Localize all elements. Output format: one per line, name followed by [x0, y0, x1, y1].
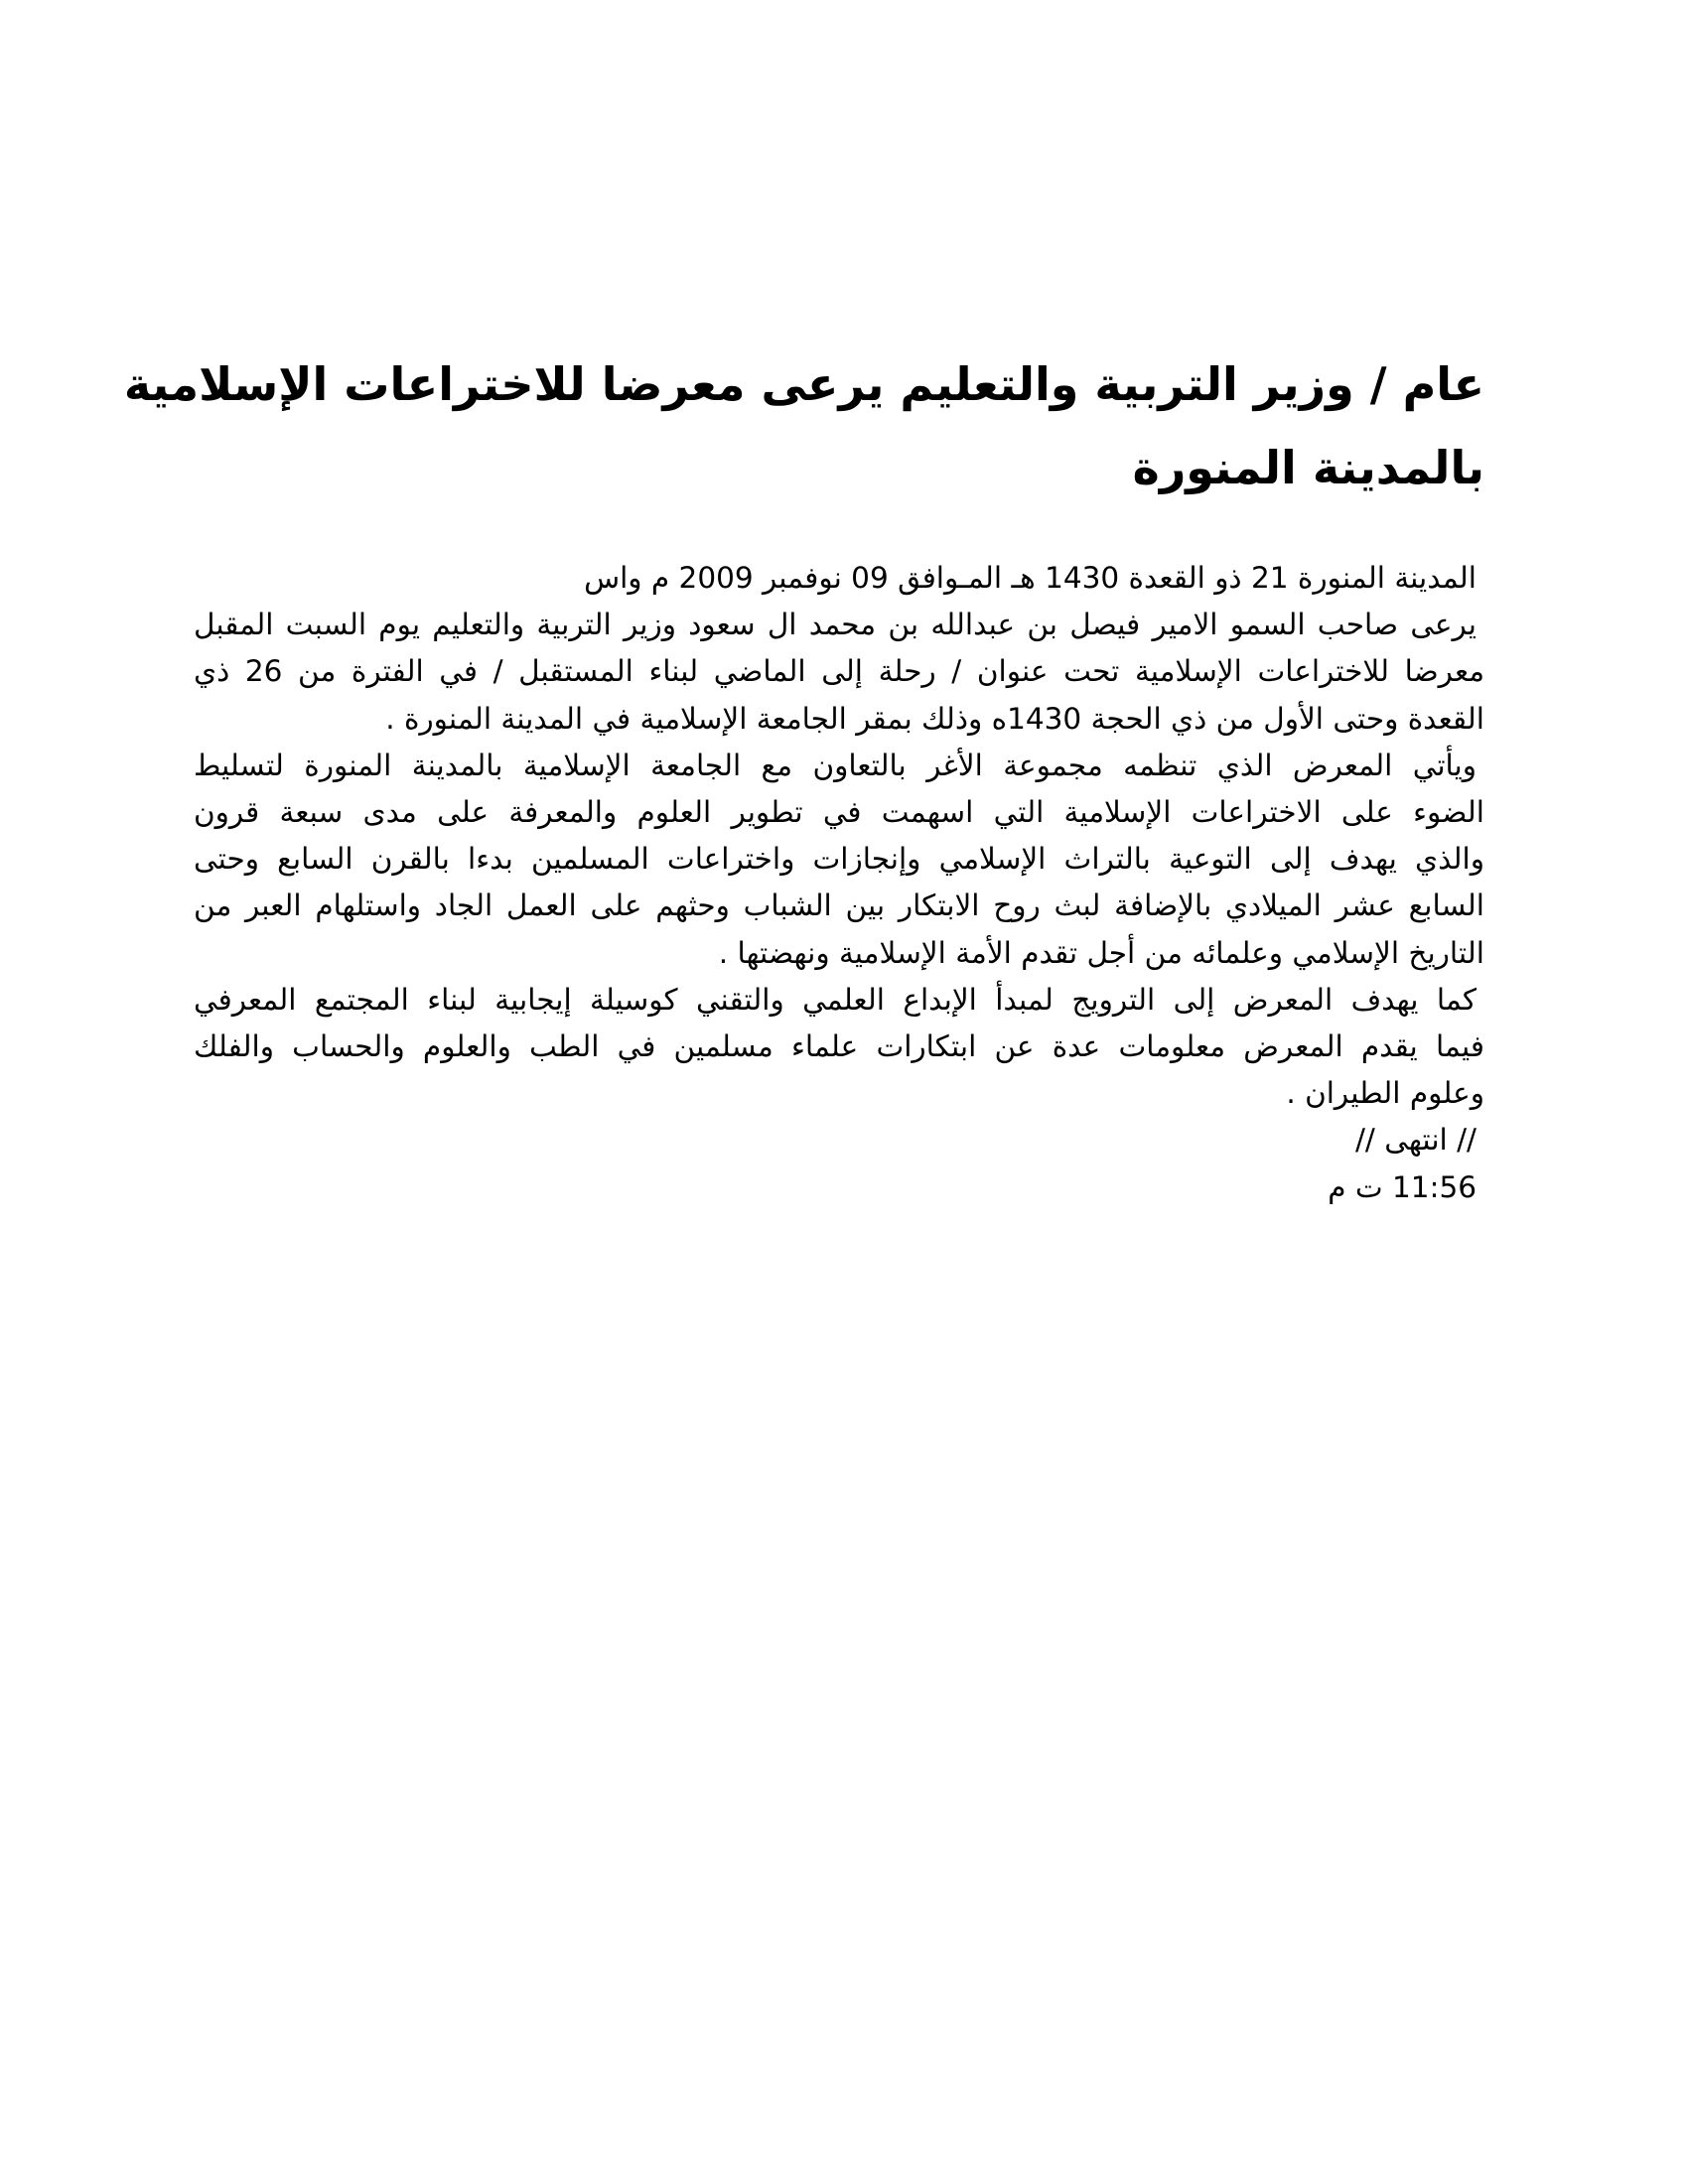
- paragraph-line: القعدة وحتى الأول من ذي الحجة 1430ه وذلك بمقر الجامعة الإسلامية في المدينة المنورة .: [385, 701, 1484, 736]
- paragraph-line: فيما يقدم المعرض معلومات عدة عن ابتكارات علماء مسلمين في الطب والعلوم والحساب والفلك: [194, 1029, 1484, 1064]
- timestamp: 11:56 ت م: [1328, 1169, 1477, 1204]
- paragraph-line: كما يهدف المعرض إلى الترويج لمبدأ الإبداع العلمي والتقني كوسيلة إيجابية لبناء المجتمع المعرفي: [194, 982, 1477, 1017]
- paragraph-line: معرضا للاختراعات الإسلامية تحت عنوان / رحلة إلى الماضي لبناء المستقبل / في الفترة من 26 ذي: [194, 654, 1484, 689]
- title-line: بالمدينة المنورة: [1132, 441, 1484, 494]
- paragraph-line: والذي يهدف إلى التوعية بالتراث الإسلامي وإنجازات واختراعات المسلمين بدءا بالقرن السابع وحتى: [194, 842, 1484, 877]
- paragraph-line: التاريخ الإسلامي وعلمائه من أجل تقدم الأمة الإسلامية ونهضتها .: [718, 935, 1484, 970]
- article-text: [194, 555, 1484, 1211]
- paragraph-line: وعلوم الطيران .: [1286, 1076, 1484, 1111]
- article-body: [123, 342, 1484, 1211]
- title-line: عام / وزير التربية والتعليم يرعى معرضا للاختراعات الإسلامية: [123, 357, 1484, 411]
- paragraph-line: السابع عشر الميلادي بالإضافة لبث روح الابتكار بين الشباب وحثهم على العمل الجاد واستلهام العبر من: [194, 888, 1484, 923]
- end-marker: // انتهى //: [1354, 1123, 1477, 1158]
- article-title: [123, 342, 1484, 509]
- paragraph-line: الضوء على الاختراعات الإسلامية التي اسهمت في تطوير العلوم والمعرفة على مدى سبعة قرون: [194, 795, 1484, 830]
- paragraph-line: ويأتي المعرض الذي تنظمه مجموعة الأغر بالتعاون مع الجامعة الإسلامية بالمدينة المنورة لتسليط: [194, 748, 1477, 782]
- paragraph-line: يرعى صاحب السمو الامير فيصل بن عبدالله بن محمد ال سعود وزير التربية والتعليم يوم السبت المقبل: [194, 608, 1477, 642]
- dateline: المدينة المنورة 21 ذو القعدة 1430 هـ المـوافق 09 نوفمبر 2009 م واس: [584, 561, 1477, 595]
